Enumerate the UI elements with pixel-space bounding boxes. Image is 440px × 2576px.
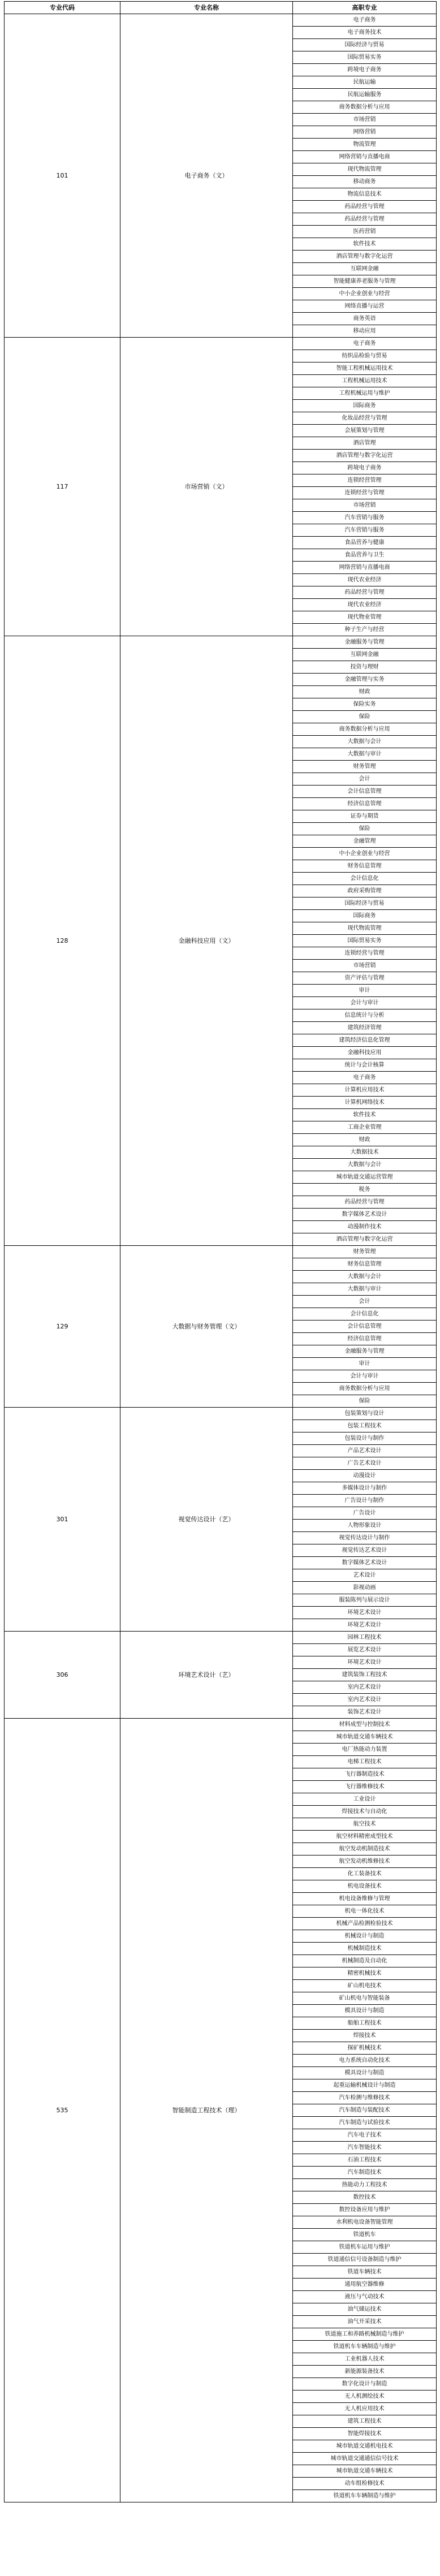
header-name: 专业名称 — [120, 2, 293, 14]
vocational-major-cell: 汽车营销与服务 — [293, 524, 437, 537]
vocational-major-cell: 酒店管理 — [293, 437, 437, 450]
major-name-cell: 金融科技应用（文） — [120, 636, 293, 1246]
vocational-major-cell: 金融服务与管理 — [293, 1345, 437, 1358]
vocational-major-cell: 园林工程技术 — [293, 1632, 437, 1644]
vocational-major-cell: 保险 — [293, 711, 437, 723]
vocational-major-cell: 动漫设计 — [293, 1470, 437, 1482]
vocational-major-cell: 热能动力工程技术 — [293, 2179, 437, 2191]
vocational-major-cell: 现代农业经济 — [293, 599, 437, 611]
vocational-major-cell: 探矿机械技术 — [293, 2042, 437, 2055]
vocational-major-cell: 财政 — [293, 686, 437, 698]
vocational-major-cell: 动车组检修技术 — [293, 2478, 437, 2490]
vocational-major-cell: 移动应用 — [293, 325, 437, 338]
vocational-major-cell: 智能工程机械运用技术 — [293, 363, 437, 375]
vocational-major-cell: 会展策划与管理 — [293, 425, 437, 437]
vocational-major-cell: 城市轨道交通车辆技术 — [293, 1731, 437, 1744]
vocational-major-cell: 证券与期货 — [293, 810, 437, 823]
vocational-major-cell: 环境艺术设计 — [293, 1607, 437, 1619]
vocational-major-cell: 现代物流管理 — [293, 163, 437, 176]
vocational-major-cell: 环境艺术设计 — [293, 1656, 437, 1669]
vocational-major-cell: 国际贸易实务 — [293, 51, 437, 64]
table-row — [5, 1632, 437, 1644]
vocational-major-cell: 财务管理 — [293, 761, 437, 773]
vocational-major-cell: 机械设计与制造 — [293, 1930, 437, 1943]
vocational-major-cell: 财务信息管理 — [293, 860, 437, 873]
vocational-major-cell: 航空发动机制造技术 — [293, 1843, 437, 1856]
vocational-major-cell: 金融管理 — [293, 835, 437, 848]
vocational-major-cell: 铁道车辆技术 — [293, 2266, 437, 2279]
header-majors: 高职专业 — [293, 2, 437, 14]
vocational-major-cell: 大数据与审计 — [293, 1283, 437, 1296]
table-header-row — [5, 2, 437, 14]
major-code-cell: 129 — [5, 1246, 120, 1408]
vocational-major-cell: 数控技术 — [293, 2191, 437, 2204]
vocational-major-cell: 机械产品检测检验技术 — [293, 1918, 437, 1930]
major-code-cell: 117 — [5, 338, 120, 636]
vocational-major-cell: 数控设备应用与维护 — [293, 2204, 437, 2216]
vocational-major-cell: 投资与理财 — [293, 661, 437, 674]
vocational-major-cell: 城市轨道交通机电技术 — [293, 2440, 437, 2453]
vocational-major-cell: 税务 — [293, 1184, 437, 1196]
vocational-major-cell: 多媒体设计与制作 — [293, 1482, 437, 1495]
major-code-cell: 101 — [5, 14, 120, 338]
major-name-cell: 视觉传达设计（艺） — [120, 1408, 293, 1632]
vocational-major-cell: 物流信息技术 — [293, 188, 437, 201]
vocational-major-cell: 城市轨道交通运营管理 — [293, 1171, 437, 1184]
vocational-major-cell: 食品营养与健康 — [293, 537, 437, 549]
vocational-major-cell: 移动商务 — [293, 176, 437, 188]
vocational-major-cell: 网络营销与直播电商 — [293, 151, 437, 163]
header-code: 专业代码 — [5, 2, 120, 14]
vocational-major-cell: 连锁经营与管理 — [293, 487, 437, 499]
vocational-major-cell: 机械制造及自动化 — [293, 1955, 437, 1967]
vocational-major-cell: 航空材料精密成型技术 — [293, 1831, 437, 1843]
vocational-major-cell: 保险 — [293, 823, 437, 835]
vocational-major-cell: 会计信息管理 — [293, 786, 437, 798]
vocational-major-cell: 影视动画 — [293, 1582, 437, 1594]
vocational-major-cell: 环境艺术设计 — [293, 1619, 437, 1632]
vocational-major-cell: 广告艺术设计 — [293, 1457, 437, 1470]
vocational-major-cell: 工程机械运用技术 — [293, 375, 437, 387]
vocational-major-cell: 工程机械运用与维护 — [293, 387, 437, 400]
vocational-major-cell: 药品经营与管理 — [293, 1196, 437, 1209]
vocational-major-cell: 市场营销 — [293, 499, 437, 512]
vocational-major-cell: 会计信息管理 — [293, 1321, 437, 1333]
vocational-major-cell: 建筑经济信息化管理 — [293, 1034, 437, 1047]
vocational-major-cell: 会计 — [293, 773, 437, 786]
vocational-major-cell: 起重运输机械设计与制造 — [293, 2079, 437, 2092]
vocational-major-cell: 商务英语 — [293, 313, 437, 325]
vocational-major-cell: 艺术设计 — [293, 1569, 437, 1582]
vocational-major-cell: 城市轨道交通车辆技术 — [293, 2465, 437, 2478]
vocational-major-cell: 酒店管理与数字化运营 — [293, 1233, 437, 1246]
table-row — [5, 1408, 437, 1420]
vocational-major-cell: 财务信息管理 — [293, 1258, 437, 1271]
vocational-major-cell: 工业机器人技术 — [293, 2353, 437, 2366]
vocational-major-cell: 广告设计 — [293, 1507, 437, 1520]
vocational-major-cell: 展览艺术设计 — [293, 1644, 437, 1656]
vocational-major-cell: 液压与气动技术 — [293, 2291, 437, 2303]
vocational-major-cell: 经济信息管理 — [293, 1333, 437, 1345]
vocational-major-cell: 油气储运技术 — [293, 2303, 437, 2316]
vocational-major-cell: 审计 — [293, 985, 437, 997]
vocational-major-cell: 金融服务与管理 — [293, 636, 437, 649]
vocational-major-cell: 种子生产与经营 — [293, 624, 437, 636]
table-row — [5, 1719, 437, 1731]
vocational-major-cell: 会计与审计 — [293, 997, 437, 1009]
vocational-major-cell: 会计信息化 — [293, 873, 437, 885]
vocational-major-cell: 石油工程技术 — [293, 2154, 437, 2167]
vocational-major-cell: 数字媒体艺术设计 — [293, 1209, 437, 1221]
vocational-major-cell: 焊接技术 — [293, 2030, 437, 2042]
vocational-major-cell: 药品经营与管理 — [293, 586, 437, 599]
vocational-major-cell: 商务数据分析与应用 — [293, 101, 437, 114]
major-name-cell: 大数据与财务管理（文） — [120, 1246, 293, 1408]
vocational-major-cell: 人物形象设计 — [293, 1520, 437, 1532]
vocational-major-cell: 油气开采技术 — [293, 2316, 437, 2328]
vocational-major-cell: 电子商务 — [293, 1072, 437, 1084]
vocational-major-cell: 酒店管理与数字化运营 — [293, 251, 437, 263]
vocational-major-cell: 模具设计与制造 — [293, 2067, 437, 2079]
vocational-major-cell: 商务数据分析与应用 — [293, 1383, 437, 1395]
vocational-major-cell: 国际经济与贸易 — [293, 39, 437, 51]
vocational-major-cell: 室内艺术设计 — [293, 1681, 437, 1694]
vocational-major-cell: 船舶工程技术 — [293, 2017, 437, 2030]
vocational-major-cell: 广告设计与制作 — [293, 1495, 437, 1507]
vocational-major-cell: 政府采购管理 — [293, 885, 437, 897]
vocational-major-cell: 现代农业经济 — [293, 574, 437, 586]
vocational-major-cell: 数字化设计与制造 — [293, 2378, 437, 2391]
vocational-major-cell: 矿山机电与智能装备 — [293, 1992, 437, 2005]
vocational-major-cell: 电厂热能动力装置 — [293, 1744, 437, 1756]
vocational-major-cell: 现代物业管理 — [293, 611, 437, 624]
vocational-major-cell: 汽车电子技术 — [293, 2129, 437, 2142]
vocational-major-cell: 财政 — [293, 1134, 437, 1146]
vocational-major-cell: 民航运输服务 — [293, 89, 437, 101]
vocational-major-cell: 汽车制造与装配技术 — [293, 2104, 437, 2117]
vocational-major-cell: 包装设计与制作 — [293, 1432, 437, 1445]
major-code-cell: 301 — [5, 1408, 120, 1632]
vocational-major-cell: 信息统计与分析 — [293, 1009, 437, 1022]
vocational-major-cell: 产品艺术设计 — [293, 1445, 437, 1457]
vocational-major-cell: 飞行器维修技术 — [293, 1781, 437, 1793]
vocational-major-cell: 视觉传达设计与制作 — [293, 1532, 437, 1544]
vocational-major-cell: 汽车智能技术 — [293, 2142, 437, 2154]
vocational-major-cell: 矿山机电技术 — [293, 1980, 437, 1992]
vocational-major-cell: 大数据与会计 — [293, 1159, 437, 1171]
vocational-major-cell: 国际商务 — [293, 910, 437, 922]
major-code-cell: 306 — [5, 1632, 120, 1719]
vocational-major-cell: 智能焊接技术 — [293, 2428, 437, 2440]
vocational-major-cell: 电子商务 — [293, 338, 437, 350]
vocational-major-cell: 经济信息管理 — [293, 798, 437, 810]
vocational-major-cell: 计算机应用技术 — [293, 1084, 437, 1097]
vocational-major-cell: 金融科技应用 — [293, 1047, 437, 1059]
table-row — [5, 338, 437, 350]
vocational-major-cell: 跨境电子商务 — [293, 462, 437, 474]
vocational-major-cell: 铁道机车运用与维护 — [293, 2241, 437, 2254]
vocational-major-cell: 保险 — [293, 1395, 437, 1408]
vocational-major-cell: 大数据与会计 — [293, 1271, 437, 1283]
vocational-major-cell: 现代物流管理 — [293, 922, 437, 935]
major-code-cell: 535 — [5, 1719, 120, 2502]
vocational-major-cell: 飞行器制造技术 — [293, 1768, 437, 1781]
vocational-major-cell: 金融管理与实务 — [293, 674, 437, 686]
vocational-major-cell: 包装工程技术 — [293, 1420, 437, 1432]
vocational-major-cell: 材料成型与控制技术 — [293, 1719, 437, 1731]
vocational-major-cell: 装饰艺术设计 — [293, 1706, 437, 1719]
vocational-major-cell: 连锁经营与管理 — [293, 947, 437, 960]
vocational-major-cell: 航空技术 — [293, 1818, 437, 1831]
vocational-major-cell: 无人机测绘技术 — [293, 2391, 437, 2403]
vocational-major-cell: 互联网金融 — [293, 649, 437, 661]
vocational-major-cell: 数字媒体艺术设计 — [293, 1557, 437, 1569]
vocational-major-cell: 机械制造技术 — [293, 1943, 437, 1955]
major-name-cell: 环境艺术设计（艺） — [120, 1632, 293, 1719]
vocational-major-cell: 铁道机车 — [293, 2229, 437, 2241]
vocational-major-cell: 国际商务 — [293, 400, 437, 412]
vocational-major-cell: 国际贸易实务 — [293, 935, 437, 947]
vocational-major-cell: 物流管理 — [293, 139, 437, 151]
vocational-major-cell: 软件技术 — [293, 238, 437, 251]
vocational-major-cell: 包装策划与设计 — [293, 1408, 437, 1420]
vocational-major-cell: 资产评估与管理 — [293, 972, 437, 985]
vocational-major-cell: 铁道通信信号设备制造与维护 — [293, 2254, 437, 2266]
vocational-major-cell: 建筑经济管理 — [293, 1022, 437, 1034]
vocational-major-cell: 会计 — [293, 1296, 437, 1308]
vocational-major-cell: 网络营销 — [293, 126, 437, 139]
vocational-major-cell: 机电一体化技术 — [293, 1905, 437, 1918]
vocational-major-cell: 财务管理 — [293, 1246, 437, 1258]
vocational-major-cell: 工业设计 — [293, 1793, 437, 1806]
major-name-cell: 市场营销（文） — [120, 338, 293, 636]
vocational-major-cell: 保险实务 — [293, 698, 437, 711]
vocational-major-cell: 水利机电设备智能管理 — [293, 2216, 437, 2229]
vocational-major-cell: 工商企业管理 — [293, 1121, 437, 1134]
vocational-major-cell: 市场营销 — [293, 114, 437, 126]
vocational-major-cell: 建筑装饰工程技术 — [293, 1669, 437, 1681]
vocational-major-cell: 室内艺术设计 — [293, 1694, 437, 1706]
table-row — [5, 636, 437, 649]
vocational-major-cell: 汽车营销与服务 — [293, 512, 437, 524]
major-mapping-table — [4, 1, 437, 2502]
vocational-major-cell: 新能源装备技术 — [293, 2366, 437, 2378]
major-code-cell: 128 — [5, 636, 120, 1246]
vocational-major-cell: 汽车检测与维修技术 — [293, 2092, 437, 2104]
vocational-major-cell: 汽车制造与试验技术 — [293, 2117, 437, 2129]
vocational-major-cell: 市场营销 — [293, 960, 437, 972]
vocational-major-cell: 连锁经营管理 — [293, 474, 437, 487]
vocational-major-cell: 跨境电子商务 — [293, 64, 437, 76]
vocational-major-cell: 食品营养与卫生 — [293, 549, 437, 562]
vocational-major-cell: 药品经营与管理 — [293, 213, 437, 226]
vocational-major-cell: 电梯工程技术 — [293, 1756, 437, 1768]
vocational-major-cell: 汽车制造技术 — [293, 2167, 437, 2179]
vocational-major-cell: 会计信息化 — [293, 1308, 437, 1321]
vocational-major-cell: 计算机网络技术 — [293, 1097, 437, 1109]
vocational-major-cell: 国际经济与贸易 — [293, 897, 437, 910]
vocational-major-cell: 机电设备维修与管理 — [293, 1893, 437, 1905]
major-name-cell: 智能制造工程技术（理） — [120, 1719, 293, 2502]
vocational-major-cell: 电子商务 — [293, 14, 437, 27]
vocational-major-cell: 通用航空器维修 — [293, 2279, 437, 2291]
vocational-major-cell: 化工装备技术 — [293, 1868, 437, 1880]
vocational-major-cell: 视觉传达艺术设计 — [293, 1544, 437, 1557]
major-name-cell: 电子商务（文） — [120, 14, 293, 338]
vocational-major-cell: 无人机应用技术 — [293, 2403, 437, 2415]
vocational-major-cell: 动漫制作技术 — [293, 1221, 437, 1233]
vocational-major-cell: 化妆品经营与管理 — [293, 412, 437, 425]
vocational-major-cell: 网络直播与运营 — [293, 300, 437, 313]
vocational-major-cell: 焊接技术与自动化 — [293, 1806, 437, 1818]
vocational-major-cell: 大数据技术 — [293, 1146, 437, 1159]
table-row — [5, 14, 437, 27]
vocational-major-cell: 统计与会计核算 — [293, 1059, 437, 1072]
vocational-major-cell: 药品经营与管理 — [293, 201, 437, 213]
vocational-major-cell: 建筑工程技术 — [293, 2415, 437, 2428]
vocational-major-cell: 中小企业创业与经营 — [293, 288, 437, 300]
vocational-major-cell: 审计 — [293, 1358, 437, 1370]
vocational-major-cell: 精密机械技术 — [293, 1967, 437, 1980]
vocational-major-cell: 网络营销与直播电商 — [293, 562, 437, 574]
vocational-major-cell: 互联网金融 — [293, 263, 437, 275]
vocational-major-cell: 模具设计与制造 — [293, 2005, 437, 2017]
vocational-major-cell: 酒店管理与数字化运营 — [293, 450, 437, 462]
vocational-major-cell: 软件技术 — [293, 1109, 437, 1121]
vocational-major-cell: 服装陈列与展示设计 — [293, 1594, 437, 1607]
vocational-major-cell: 铁道机车车辆制造与维护 — [293, 2341, 437, 2353]
vocational-major-cell: 智能健康养老服务与管理 — [293, 275, 437, 288]
vocational-major-cell: 大数据与会计 — [293, 736, 437, 748]
vocational-major-cell: 航空发动机维修技术 — [293, 1856, 437, 1868]
table-row — [5, 1246, 437, 1258]
vocational-major-cell: 机电设备技术 — [293, 1880, 437, 1893]
vocational-major-cell: 民航运输 — [293, 76, 437, 89]
vocational-major-cell: 纺织品检验与贸易 — [293, 350, 437, 363]
vocational-major-cell: 中小企业创业与经营 — [293, 848, 437, 860]
vocational-major-cell: 铁道机车车辆制造与维护 — [293, 2490, 437, 2502]
vocational-major-cell: 大数据与审计 — [293, 748, 437, 761]
vocational-major-cell: 铁道施工和养路机械制造与维护 — [293, 2328, 437, 2341]
vocational-major-cell: 城市轨道交通通信信号技术 — [293, 2453, 437, 2465]
vocational-major-cell: 会计与审计 — [293, 1370, 437, 1383]
vocational-major-cell: 电子商务技术 — [293, 27, 437, 39]
table-body — [5, 14, 437, 2502]
vocational-major-cell: 商务数据分析与应用 — [293, 723, 437, 736]
vocational-major-cell: 医药营销 — [293, 226, 437, 238]
vocational-major-cell: 电力系统自动化技术 — [293, 2055, 437, 2067]
